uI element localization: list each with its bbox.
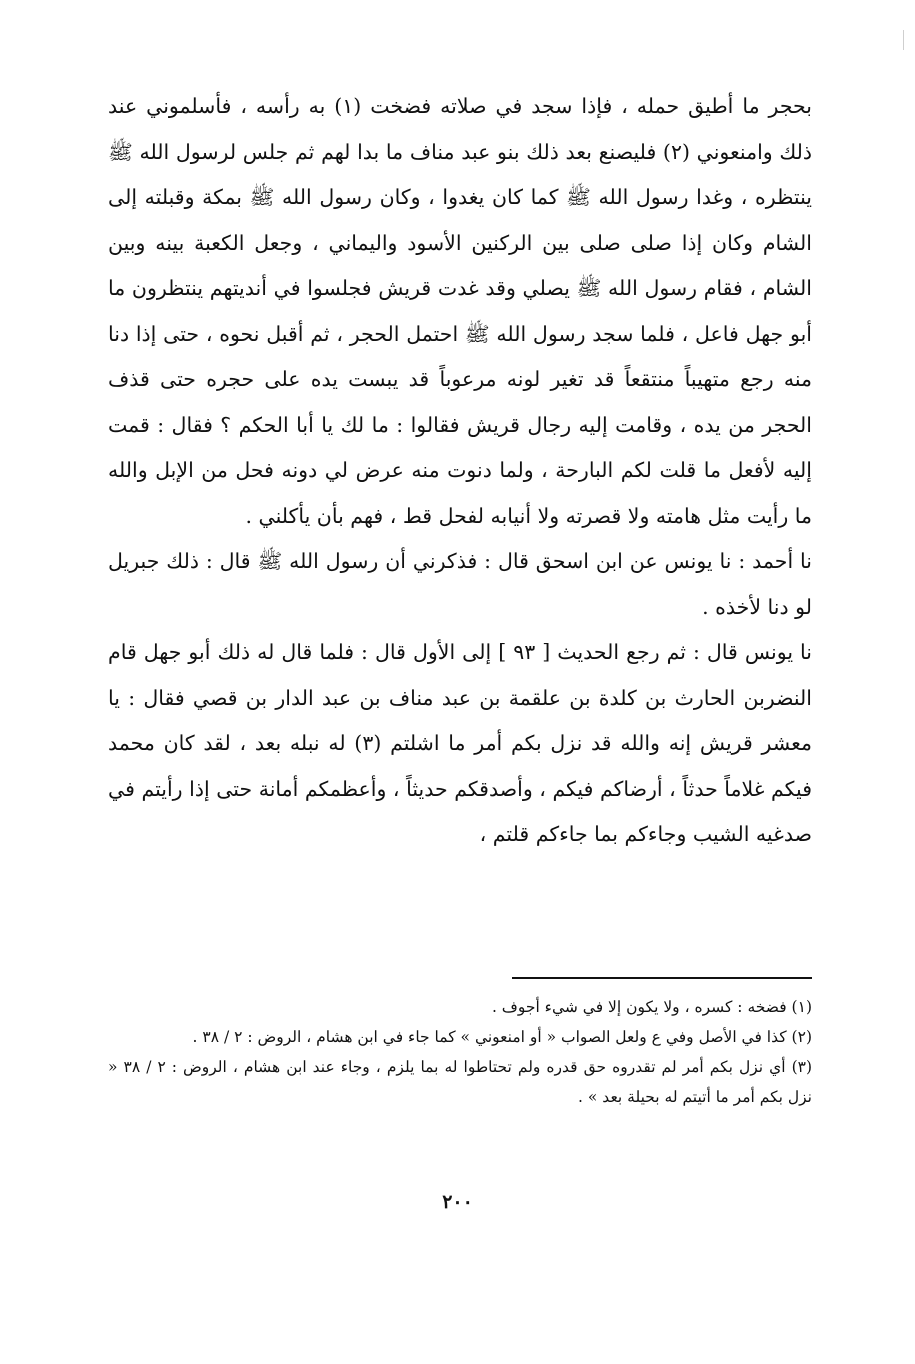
footnote-2: (٢) كذا في الأصل وفي ع ولعل الصواب « أو امنعوني » كما جاء في ابن هشام ، الروض : ٢ / ٣٨ . xyxy=(192,1028,812,1046)
paragraph-3: نا يونس قال : ثم رجع الحديث [ ٩٣ ] إلى الأول قال : فلما قال له ذلك أبو جهل قام النضربن الحارث بن كلدة بن علقمة بن عبد مناف بن عبد الدار بن قصي فقال : يا معشر قريش إنه والله قد نزل بكم أمر ما اشلتم (٣) له نبله بعد ، لقد كان محمد فيكم غلاماً حدثاً ، أرضاكم فيكم ، وأصدقكم حديثاً ، وأعظمكم أمانة حتى إذا رأيتم في صدغيه الشيب وجاءكم بما جاءكم قلتم ، xyxy=(108,640,812,846)
scan-edge-mark xyxy=(903,30,909,50)
page-number: ٢٠٠ xyxy=(442,1191,473,1213)
main-text xyxy=(108,84,812,858)
paragraph-2: نا أحمد : نا يونس عن ابن اسحق قال : فذكرني أن رسول الله ﷺ قال : ذلك جبريل لو دنا لأخذه . xyxy=(108,549,812,619)
footnote-3: (٣) أي نزل بكم أمر لم تقدروه حق قدره ولم تحتاطوا له بما يلزم ، وجاء عند ابن هشام ، الروض : ٢ / ٣٨ « نزل بكم أمر ما أتيتم له بحيلة بعد » . xyxy=(108,1058,813,1106)
paragraph-1: بحجر ما أطيق حمله ، فإذا سجد في صلاته فضخت (١) به رأسه ، فأسلموني عند ذلك وامنعوني (٢) فليصنع بعد ذلك بنو عبد مناف ما بدا لهم ثم جلس لرسول الله ﷺ ينتظره ، وغدا رسول الله ﷺ كما كان يغدوا ، وكان رسول الله ﷺ بمكة وقبلته إلى الشام وكان إذا صلى صلى بين الركنين الأسود واليماني ، وجعل الكعبة بينه وبين الشام ، فقام رسول الله ﷺ يصلي وقد غدت قريش فجلسوا في أنديتهم ينتظرون ما أبو جهل فاعل ، فلما سجد رسول الله ﷺ احتمل الحجر ، ثم أقبل نحوه ، حتى إذا دنا منه رجع متهيباً منتقعاً قد تغير لونه مرعوباً قد يبست يده على حجره حتى قذف الحجر من يده ، وقامت إليه رجال قريش فقالوا : ما لك يا أبا الحكم ؟ فقال : قمت إليه لأفعل ما قلت لكم البارحة ، ولما دنوت منه عرض لي دونه فحل من الإبل والله ما رأيت مثل هامته ولا قصرته ولا أنيابه لفحل قط ، فهم بأن يأكلني . xyxy=(108,94,813,528)
footnotes-section xyxy=(108,992,812,1112)
footnote-separator xyxy=(512,977,812,979)
footnote-1: (١) فضخه : كسره ، ولا يكون إلا في شيء أجوف . xyxy=(491,998,812,1016)
